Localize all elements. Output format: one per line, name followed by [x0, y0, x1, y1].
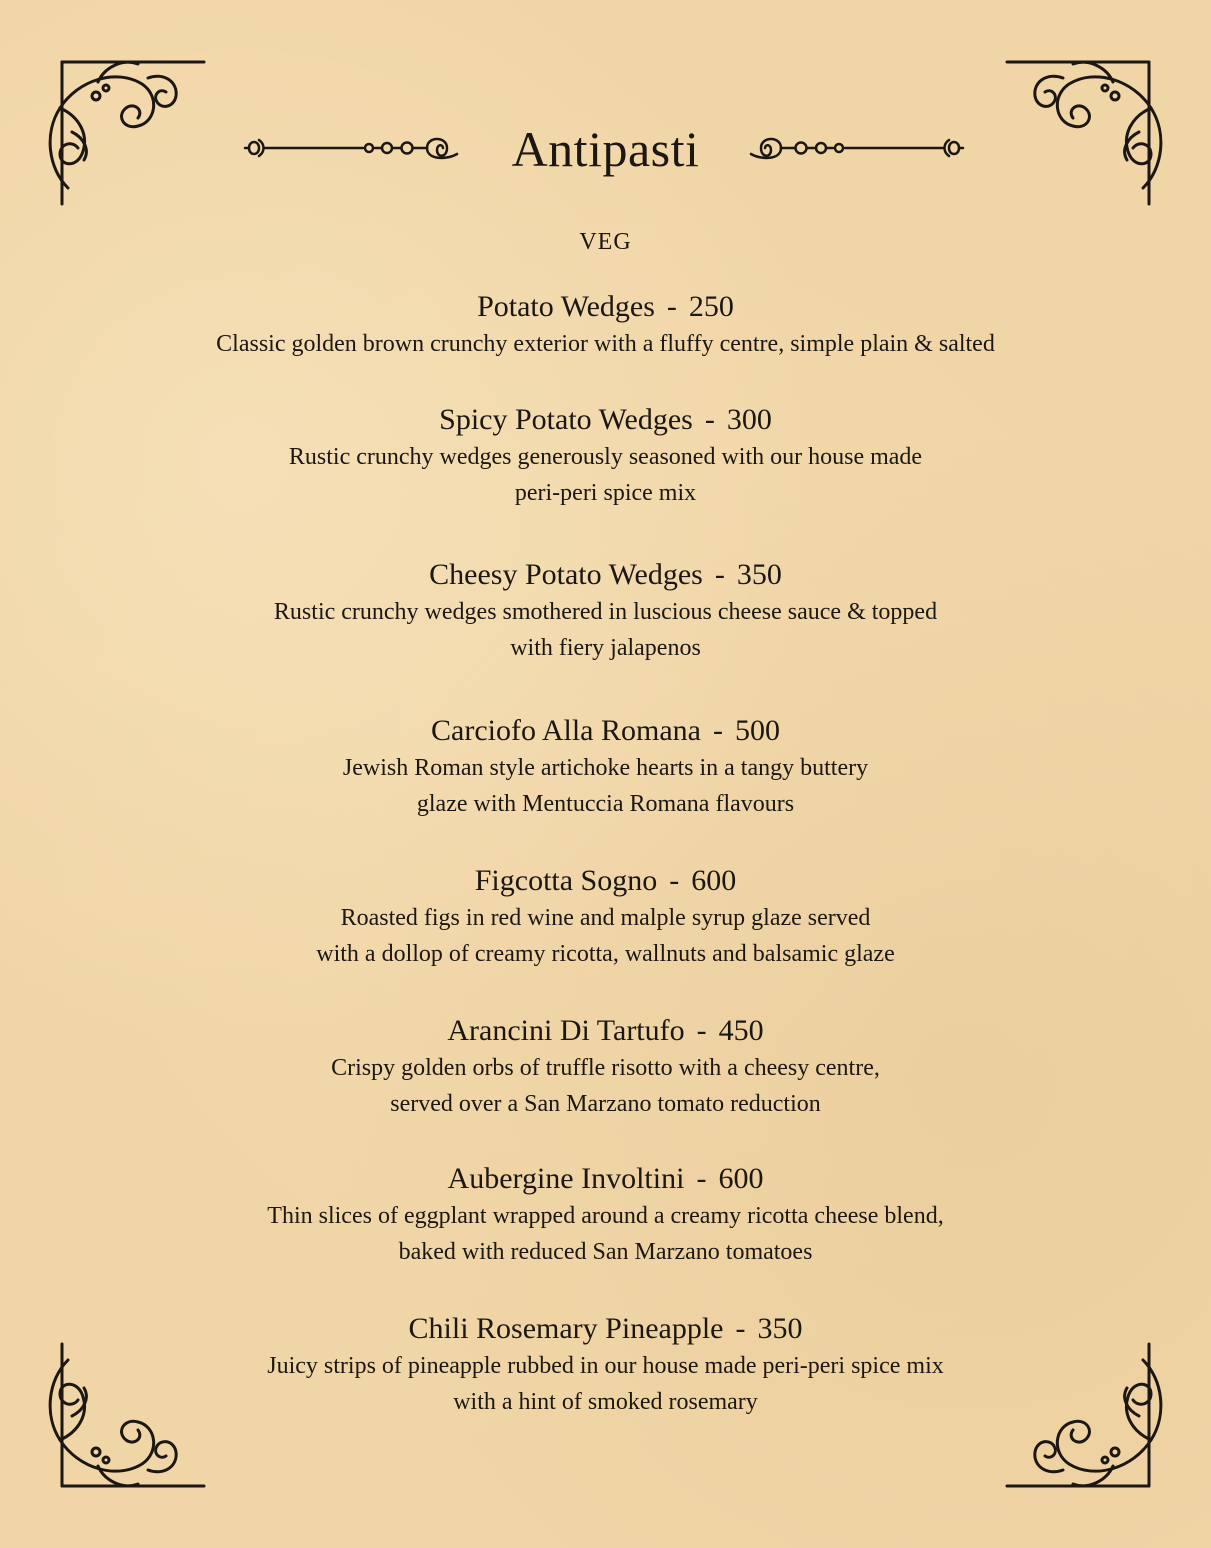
item-description-line: with a dollop of creamy ricotta, wallnuts and balsamic glaze — [316, 941, 895, 967]
price-separator: - — [712, 714, 723, 747]
price-separator: - — [669, 864, 680, 897]
item-heading — [0, 556, 1211, 594]
item-description-line: Classic golden brown crunchy exterior with a fluffy centre, simple plain & salted — [216, 331, 995, 357]
item-name: Potato Wedges — [477, 290, 655, 323]
item-name: Aubergine Involtini — [447, 1162, 685, 1195]
item-price: 350 — [757, 1312, 803, 1345]
item-description-line: Thin slices of eggplant wrapped around a creamy ricotta cheese blend, — [267, 1203, 944, 1229]
item-description-line: Rustic crunchy wedges generously seasoned with our house made — [288, 444, 923, 470]
item-name: Spicy Potato Wedges — [439, 403, 693, 436]
item-price: 350 — [736, 558, 782, 591]
price-separator: - — [714, 558, 725, 591]
item-description-line: with fiery jalapenos — [510, 635, 701, 661]
menu-item — [0, 401, 1211, 511]
item-description-line: Crispy golden orbs of truffle risotto with a cheesy centre, — [331, 1055, 880, 1081]
item-description-line: baked with reduced San Marzano tomatoes — [398, 1239, 813, 1265]
price-separator: - — [704, 403, 715, 436]
item-description-line: peri-peri spice mix — [514, 480, 697, 506]
item-price: 600 — [691, 864, 737, 897]
menu-item — [0, 712, 1211, 822]
item-heading — [0, 288, 1211, 326]
item-heading — [0, 1160, 1211, 1198]
item-heading — [0, 862, 1211, 900]
price-separator: - — [666, 290, 677, 323]
item-description-line: served over a San Marzano tomato reduction — [390, 1091, 821, 1117]
item-description-line: Juicy strips of pineapple rubbed in our house made peri-peri spice mix — [267, 1353, 944, 1379]
item-description-line: with a hint of smoked rosemary — [453, 1389, 758, 1415]
menu-item — [0, 1012, 1211, 1122]
item-name: Carciofo Alla Romana — [431, 714, 701, 747]
price-separator: - — [696, 1162, 707, 1195]
price-separator: - — [696, 1014, 707, 1047]
menu-item — [0, 556, 1211, 666]
menu-item — [0, 1160, 1211, 1270]
item-heading — [0, 401, 1211, 439]
item-price: 300 — [726, 403, 772, 436]
section-heading: VEG — [579, 229, 632, 255]
item-description-line: glaze with Mentuccia Romana flavours — [416, 791, 795, 817]
page-title: Antipasti — [511, 121, 700, 177]
item-heading — [0, 1012, 1211, 1050]
item-heading — [0, 1310, 1211, 1348]
item-description-line: Rustic crunchy wedges smothered in luscious cheese sauce & topped — [273, 599, 938, 625]
menu-item — [0, 1310, 1211, 1420]
menu-item — [0, 862, 1211, 972]
price-separator: - — [735, 1312, 746, 1345]
item-price: 450 — [718, 1014, 764, 1047]
item-name: Cheesy Potato Wedges — [429, 558, 703, 591]
item-name: Chili Rosemary Pineapple — [408, 1312, 724, 1345]
item-price: 250 — [688, 290, 734, 323]
item-price: 500 — [734, 714, 780, 747]
menu-item — [0, 288, 1211, 362]
item-name: Figcotta Sogno — [474, 864, 658, 897]
item-name: Arancini Di Tartufo — [447, 1014, 685, 1047]
item-description-line: Jewish Roman style artichoke hearts in a tangy buttery — [342, 755, 869, 781]
item-description-line: Roasted figs in red wine and malple syrup glaze served — [340, 905, 871, 931]
item-heading — [0, 712, 1211, 750]
item-price: 600 — [718, 1162, 764, 1195]
